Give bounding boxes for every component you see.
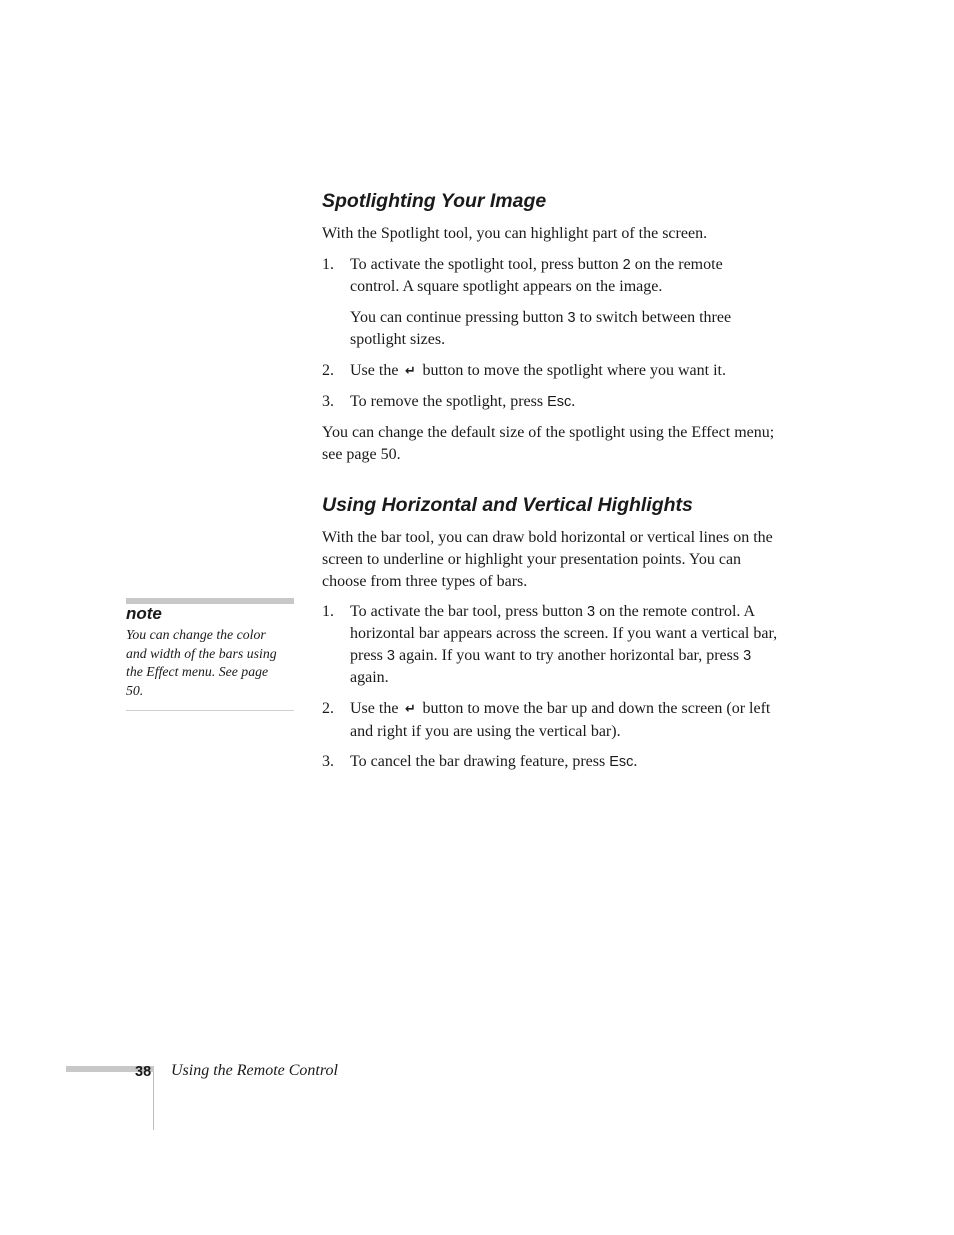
key-label: 3 [587,604,596,620]
step-text: on the remote control. A horizontal bar appears across the screen. If you want a vertical bar, press [350,603,778,664]
note-bottom-rule [126,710,294,711]
step-number: 2. [322,700,334,717]
step-text: again. If you want to try another horizontal bar, press [394,647,744,664]
step-number: 1. [322,256,334,273]
highlights-step-3 [322,751,784,773]
spotlight-step-2 [322,360,784,383]
step-text: To activate the spotlight tool, press button [350,256,623,273]
key-label: 3 [386,648,395,664]
key-label: Esc [547,394,572,410]
section-heading-spotlight: Spotlighting Your Image [322,190,547,212]
step-number: 2. [322,362,334,379]
step-text: . [571,393,576,410]
spotlight-step-3 [322,391,784,413]
key-label: 2 [622,257,631,273]
enter-arrow-icon: ↵ [404,364,416,379]
step-text: button to move the spotlight where you want it. [418,362,726,379]
step-text: To cancel the bar drawing feature, press [350,753,610,770]
step-text: . [633,753,638,770]
note-text: You can change the color and width of the bars using the Effect menu. See page 50. [126,627,277,698]
highlights-intro: With the bar tool, you can draw bold horizontal or vertical lines on the screen to underline or highlight your presentation points. You can choose from three types of bars. [322,529,773,590]
enter-arrow-icon: ↵ [404,702,416,717]
key-label: 3 [743,648,752,664]
highlights-step-1 [322,601,784,689]
highlights-step-2 [322,698,784,743]
step-text: on the remote control. A square spotlight appears on the image. [350,256,723,295]
spotlight-intro: With the Spotlight tool, you can highlight part of the screen. [322,225,708,242]
chapter-title: Using the Remote Control [171,1062,338,1079]
spotlight-step-1-note [350,307,760,351]
key-label: 3 [567,310,576,326]
page-number: 38 [135,1064,152,1080]
spotlight-closing: You can change the default size of the spotlight using the Effect menu; see page 50. [322,424,775,463]
step-text: Use the [350,700,403,717]
footer-vertical-rule [153,1072,154,1130]
step-text: To activate the bar tool, press button [350,603,588,620]
spotlight-step-1 [322,254,752,298]
step-text: to switch between three spotlight sizes. [350,309,732,348]
note-title: note [126,604,162,623]
section-heading-highlights: Using Horizontal and Vertical Highlights [322,494,693,516]
step-text: button to move the bar up and down the screen (or left and right if you are using the vertical bar). [350,700,771,740]
step-number: 1. [322,603,334,620]
step-number: 3. [322,393,334,410]
step-text: Use the [350,362,403,379]
step-text: You can continue pressing button [350,309,568,326]
step-text: again. [350,669,389,686]
step-number: 3. [322,753,334,770]
key-label: Esc [609,754,634,770]
step-text: To remove the spotlight, press [350,393,548,410]
